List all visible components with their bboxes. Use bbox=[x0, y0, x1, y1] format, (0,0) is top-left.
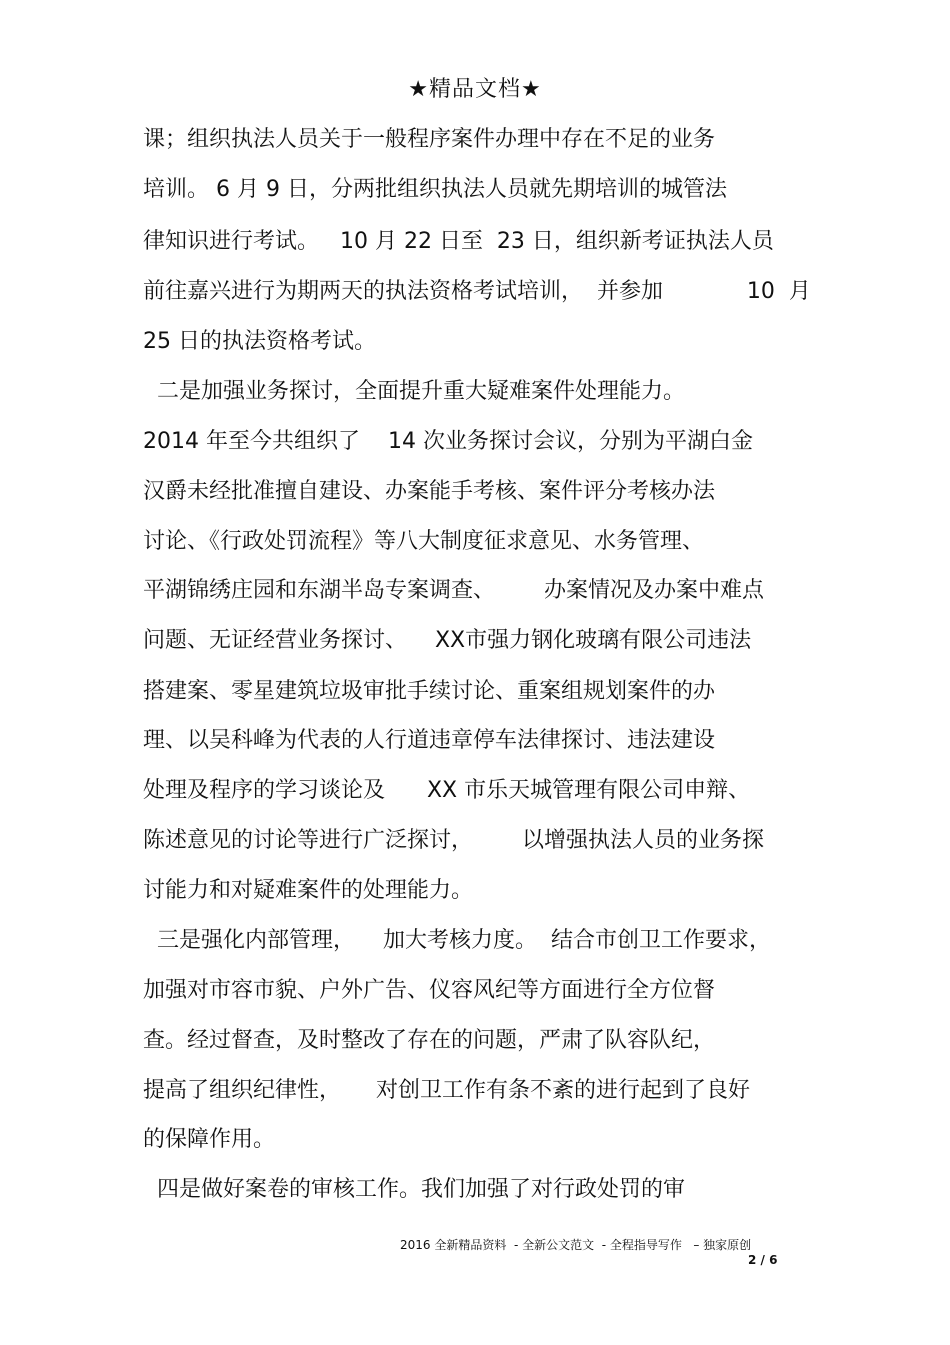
page-number: 2 / 6 bbox=[748, 1253, 778, 1267]
text-line: 25 日的执法资格考试。 bbox=[143, 329, 376, 354]
text-line: 汉爵未经批准擅自建设、办案能手考核、案件评分考核办法 bbox=[143, 479, 716, 504]
page-header-title: ★精品文档★ bbox=[408, 77, 542, 102]
text-line: 处理及程序的学习谈论及 XX 市乐天城管理有限公司申辩、 bbox=[143, 778, 751, 803]
text-line: 律知识进行考试。 10 月 22 日至 23 日，组织新考证执法人员 bbox=[143, 229, 774, 254]
text-line: 的保障作用。 bbox=[143, 1127, 276, 1152]
text-line: 讨论、《行政处罚流程》等八大制度征求意见、水务管理、 bbox=[143, 529, 705, 554]
text-line: 理、以吴科峰为代表的人行道违章停车法律探讨、违法建设 bbox=[143, 728, 716, 753]
text-line: 讨能力和对疑难案件的处理能力。 bbox=[143, 878, 474, 903]
text-line: 三是强化内部管理， 加大考核力度。 结合市创卫工作要求， bbox=[143, 928, 771, 953]
text-line: 加强对市容市貌、户外广告、仪容风纪等方面进行全方位督 bbox=[143, 978, 716, 1003]
text-line: 查。经过督查，及时整改了存在的问题，严肃了队容队纪， bbox=[143, 1028, 716, 1053]
text-line: 问题、无证经营业务探讨、 XX市强力钢化玻璃有限公司违法 bbox=[143, 628, 752, 653]
text-line: 课；组织执法人员关于一般程序案件办理中存在不足的业务 bbox=[143, 127, 716, 152]
text-line: 提高了组织纪律性， 对创卫工作有条不紊的进行起到了良好 bbox=[143, 1078, 750, 1103]
text-line: 四是做好案卷的审核工作。我们加强了对行政处罚的审 bbox=[143, 1177, 685, 1202]
text-line: 前往嘉兴进行为期两天的执法资格考试培训， 并参加 10 月 bbox=[143, 279, 811, 304]
text-line: 平湖锦绣庄园和东湖半岛专案调查、 办案情况及办案中难点 bbox=[143, 578, 764, 603]
footer-text: 2016 全新精品资料 - 全新公文范文 - 全程指导写作 – 独家原创 bbox=[400, 1238, 752, 1252]
text-line: 二是加强业务探讨，全面提升重大疑难案件处理能力。 bbox=[143, 379, 685, 404]
text-line: 搭建案、零星建筑垃圾审批手续讨论、重案组规划案件的办 bbox=[143, 679, 716, 704]
text-line: 培训。 6 月 9 日，分两批组织执法人员就先期培训的城管法 bbox=[143, 177, 727, 202]
text-line: 2014 年至今共组织了 14 次业务探讨会议，分别为平湖白金 bbox=[143, 429, 753, 454]
text-line: 陈述意见的讨论等进行广泛探讨， 以增强执法人员的业务探 bbox=[143, 828, 764, 853]
